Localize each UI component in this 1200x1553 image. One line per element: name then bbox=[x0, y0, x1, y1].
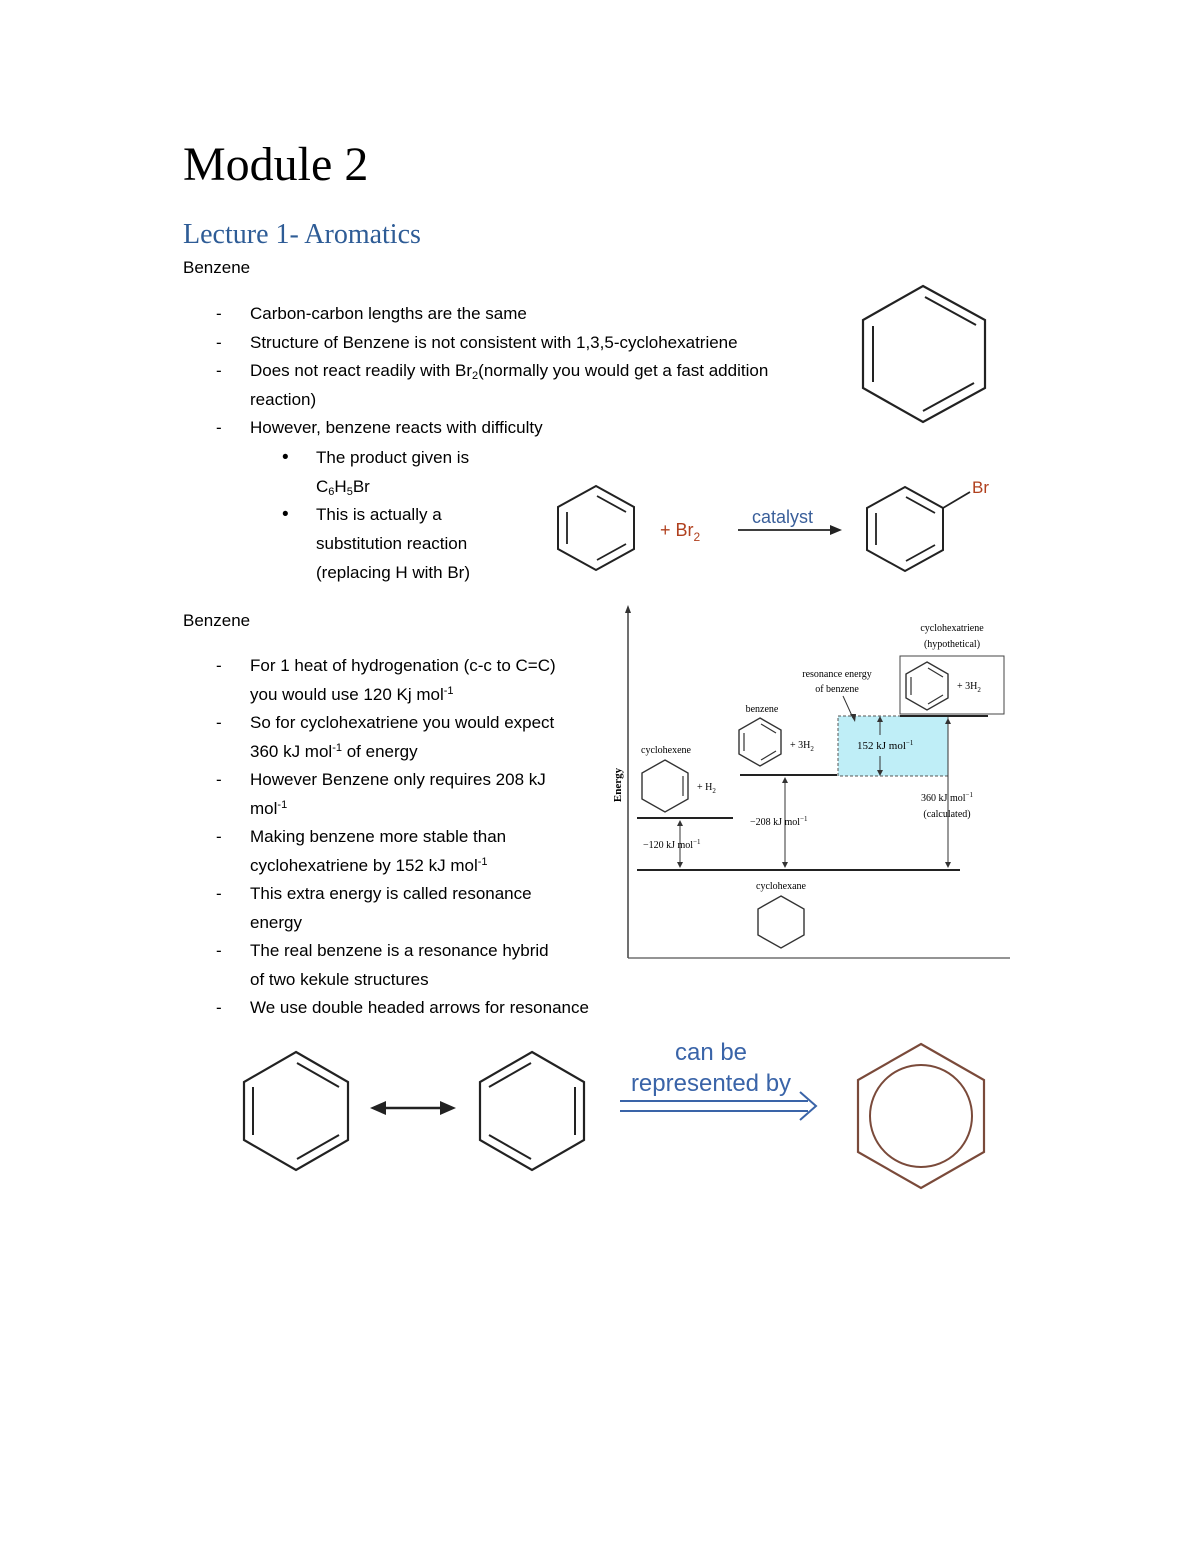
resonance-energy-label: resonance energy bbox=[802, 669, 872, 680]
minus-208-label: −208 kJ mol$^{-1}$ bbox=[750, 815, 808, 828]
list-item: • The product given is $C_6H_5Br$ bbox=[183, 444, 470, 501]
cyclohexatriene-plus-3h2: + $3H_2$ bbox=[957, 681, 981, 694]
benzene-structure-icon bbox=[855, 280, 995, 430]
caption-represented-by: represented by bbox=[630, 1070, 792, 1097]
bromination-reaction bbox=[550, 470, 1010, 585]
bromine-substituent-label: Br bbox=[972, 478, 989, 497]
lecture-heading: Lecture 1- Aromatics bbox=[183, 219, 421, 250]
list-item: - This extra energy is called resonance energy bbox=[183, 880, 589, 937]
section-heading-benzene-1: Benzene bbox=[183, 258, 251, 277]
catalyst-label: catalyst bbox=[752, 507, 814, 527]
benzene-plus-3h2: + $3H_2$ bbox=[790, 740, 814, 753]
list-item: - However, benzene reacts with difficulty bbox=[183, 414, 768, 443]
list-item: - However Benzene only requires 208 kJ mol$^{-1}$ bbox=[183, 766, 589, 823]
list-item: - Structure of Benzene is not consistent with 1,3,5-cyclohexatriene bbox=[183, 329, 768, 358]
list-item: - Making benzene more stable than cyclohexatriene by 152 kJ mol$^{-1}$ bbox=[183, 823, 589, 880]
cyclohexene-label: cyclohexene bbox=[641, 745, 691, 756]
page-title: Module 2 bbox=[183, 138, 369, 191]
cyclohexatriene-ring-icon bbox=[906, 662, 948, 710]
list-item: - Carbon-carbon lengths are the same bbox=[183, 300, 768, 329]
list-item: - For 1 heat of hydrogenation (c-c to C=C) you would use 120 Kj mol$^{-1}$ bbox=[183, 652, 589, 709]
list-item: - The real benzene is a resonance hybrid of two kekule structures bbox=[183, 937, 589, 994]
cyclohexane-ring-icon bbox=[758, 896, 804, 948]
bromobenzene-product-icon bbox=[867, 487, 970, 571]
section-heading-benzene-2: Benzene bbox=[183, 611, 251, 630]
cyclohexatriene-label: cyclohexatriene bbox=[920, 623, 984, 634]
resonance-energy-value: 152 kJ mol$^{-1}$ bbox=[857, 739, 914, 752]
energy-axis-label: Energy bbox=[612, 767, 624, 803]
benzene-diagram-label: benzene bbox=[745, 704, 779, 715]
benzene-reactant-icon bbox=[558, 486, 634, 570]
hydrogenation-list bbox=[183, 652, 589, 1023]
list-item: - So for cyclohexatriene you would expect 360 kJ mol$^{-1}$ of energy bbox=[183, 709, 589, 766]
calculated-360-label: 360 kJ mol$^{-1}$ bbox=[921, 791, 973, 804]
kekule-structure-2-icon bbox=[480, 1052, 584, 1170]
minus-120-label: −120 kJ mol$^{-1}$ bbox=[643, 838, 701, 851]
cyclohexene-ring-icon bbox=[642, 760, 688, 812]
list-item: - We use double headed arrows for resonance bbox=[183, 994, 589, 1023]
cyclohexatriene-bracket bbox=[900, 656, 1004, 714]
cyclohexane-label: cyclohexane bbox=[756, 881, 806, 892]
list-item: - Does not react readily with $Br_2(normally$ you would get a fast addition reaction) bbox=[183, 357, 768, 414]
of-benzene-label: of benzene bbox=[815, 684, 859, 695]
list-item: • This is actually a substitution reaction (replacing H with Br) bbox=[183, 501, 470, 587]
caption-can-be: can be bbox=[674, 1039, 748, 1066]
benzene-ring-icon bbox=[739, 718, 781, 766]
benzene-properties-list bbox=[183, 300, 768, 443]
double-headed-arrow-icon bbox=[370, 1101, 456, 1115]
substitution-sublist bbox=[183, 444, 470, 588]
resonance-hybrid-icon bbox=[858, 1044, 984, 1188]
calculated-label: (calculated) bbox=[923, 809, 971, 820]
hypothetical-label: (hypothetical) bbox=[923, 639, 981, 650]
resonance-structures-figure bbox=[230, 1030, 1000, 1190]
hydrogenation-energy-diagram bbox=[605, 600, 1015, 965]
cyclohexene-plus-h2: + $H_2$ bbox=[697, 782, 716, 795]
br2-reagent: + $Br_2$ bbox=[660, 520, 701, 544]
kekule-structure-1-icon bbox=[244, 1052, 348, 1170]
